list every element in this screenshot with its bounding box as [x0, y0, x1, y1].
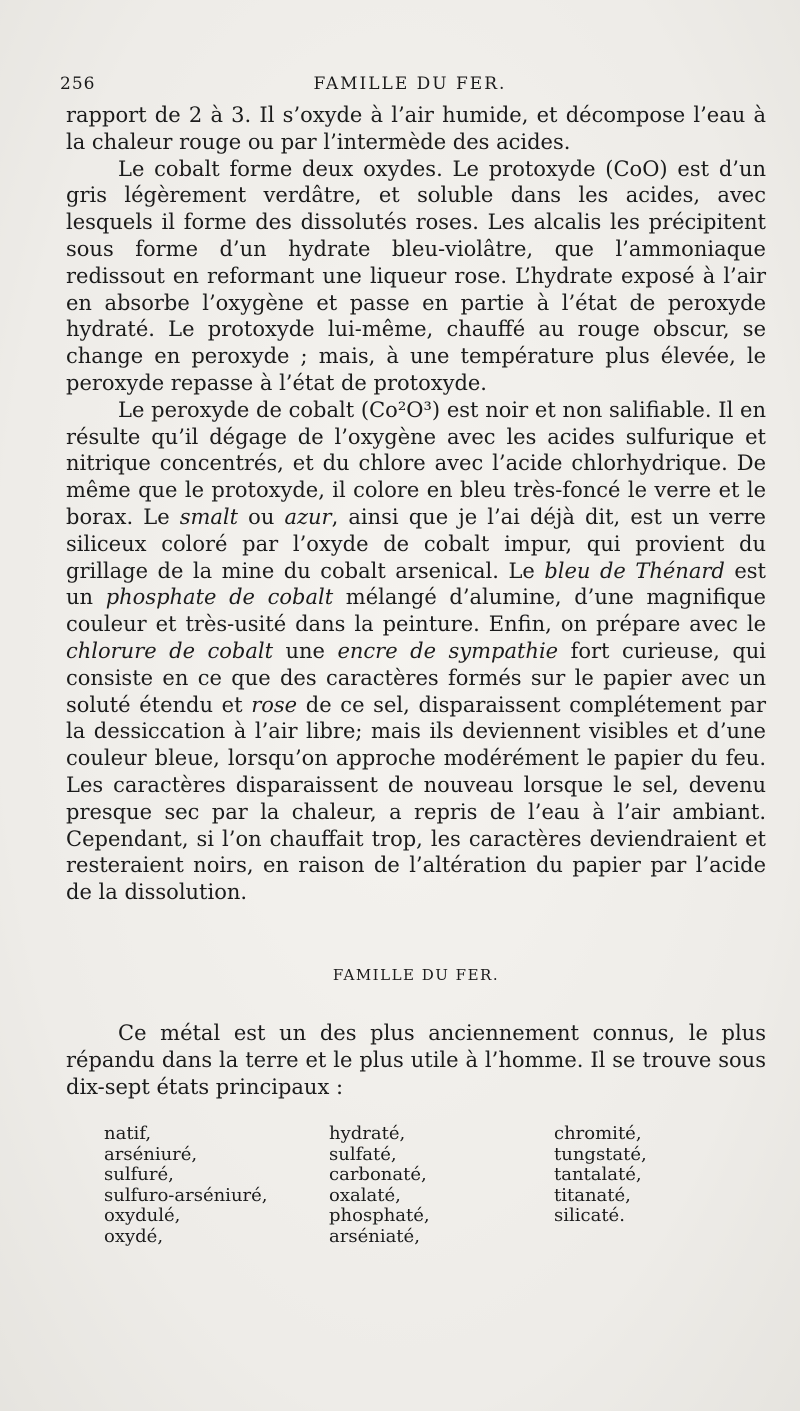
- page-number: 256: [60, 74, 96, 94]
- state-item: sulfuro-arséniuré,: [104, 1184, 268, 1206]
- state-item: oxydé,: [104, 1225, 164, 1247]
- text-run: , ainsi que je l’ai déjà dit, est un verre siliceux coloré par l’oxyde de cobalt impur, qui provient du grillage de la mine du cobalt arsenical. Le: [66, 504, 766, 583]
- text-run: fort curieuse, qui consiste en ce que des caractères formés sur le papier avec un soluté étendu et: [66, 638, 766, 717]
- section-intro-paragraph: Ce métal est un des plus anciennement connus, le plus répandu dans la terre et le plus utile à l’homme. Il se trouve sous dix-sept états principaux :: [66, 1021, 766, 1099]
- state-item: tungstaté,: [554, 1143, 647, 1165]
- paragraph: [66, 102, 766, 156]
- state-item: phosphaté,: [329, 1205, 430, 1226]
- state-item: silicaté.: [554, 1205, 625, 1226]
- states-column: [554, 1124, 724, 1247]
- section-heading: FAMILLE DU FER.: [332, 966, 500, 984]
- text-run: Le peroxyde de cobalt (Co²O³) est noir et non salifiable. Il en résulte qu’il dégage de l’oxygène avec les acides sulfurique et nitrique concentrés, et du chlore avec l’acide chlorhydrique. De même que le protoxyde, il colore en bleu très-foncé le verre et le borax. Le: [66, 397, 766, 529]
- state-item: natif,: [104, 1123, 152, 1144]
- italic-term: phosphate de cobalt: [105, 585, 334, 610]
- text-run: Le cobalt forme deux oxydes. Le protoxyde (CoO) est d’un gris légèrement verdâtre, et soluble dans les acides, avec lesquels il forme des dissolutés roses. Les alcalis les précipitent sous forme d’un hydrate bleu-violâtre, que l’ammoniaque redissout en reformant une liqueur rose. L’hydrate exposé à l’air en absorbe l’oxygène et passe en partie à l’état de peroxyde hydraté. Le protoxyde lui-même, chauffé au rouge obscur, se change en peroxyde ; mais, à une température plus élevée, le peroxyde repasse à l’état de protoxyde.: [66, 156, 766, 395]
- italic-term: chlorure de cobalt: [66, 638, 274, 663]
- state-item: titanaté,: [554, 1184, 631, 1206]
- paragraph: [66, 397, 766, 906]
- text-run: rapport de 2 à 3. Il s’oxyde à l’air humide, et décompose l’eau à la chaleur rouge ou par l’intermède des acides.: [66, 103, 766, 154]
- state-item: chromité,: [554, 1123, 642, 1144]
- italic-term: bleu de Thénard: [544, 558, 725, 583]
- section-intro: [66, 1020, 766, 1100]
- state-item: oxalaté,: [329, 1184, 401, 1206]
- italic-term: smalt: [179, 504, 239, 529]
- body-text: [66, 102, 766, 906]
- italic-term: rose: [251, 692, 298, 717]
- state-item: tantalaté,: [554, 1164, 642, 1185]
- state-item: arséniaté,: [329, 1225, 420, 1247]
- text-run: est un: [66, 558, 766, 610]
- text-run: de ce sel, disparaissent complétement par la dessiccation à l’air libre; mais ils deviennent visibles et d’une couleur bleue, lorsqu’on approche modérément le papier du feu. Les caractères disparaissent de nouveau lorsque le sel, devenu presque sec par la chaleur, a repris de l’eau à l’air ambiant. Cependant, si l’on chauffait trop, les caractères deviendraient et resteraient noirs, en raison de l’altération du papier par l’acide de la dissolution.: [66, 692, 766, 905]
- state-item: sulfaté,: [329, 1143, 397, 1165]
- text-run: une: [273, 638, 338, 663]
- state-item: arséniuré,: [104, 1143, 198, 1165]
- italic-term: encre de sympathie: [337, 638, 559, 663]
- text-run: mélangé d’alumine, d’une magnifique couleur et très-usité dans la peinture. Enfin, on prépare avec le: [66, 585, 766, 637]
- italic-term: azur: [284, 504, 332, 529]
- running-title: FAMILLE DU FER.: [313, 74, 507, 94]
- text-run: ou: [238, 504, 285, 529]
- running-head: [60, 74, 760, 98]
- state-item: sulfuré,: [104, 1164, 174, 1185]
- iron-states-list: [104, 1124, 724, 1247]
- state-item: carbonaté,: [329, 1164, 427, 1185]
- states-column: [329, 1124, 554, 1247]
- state-item: oxydulé,: [104, 1205, 181, 1226]
- states-column: [104, 1124, 329, 1247]
- state-item: hydraté,: [329, 1123, 406, 1144]
- paragraph: [66, 156, 766, 397]
